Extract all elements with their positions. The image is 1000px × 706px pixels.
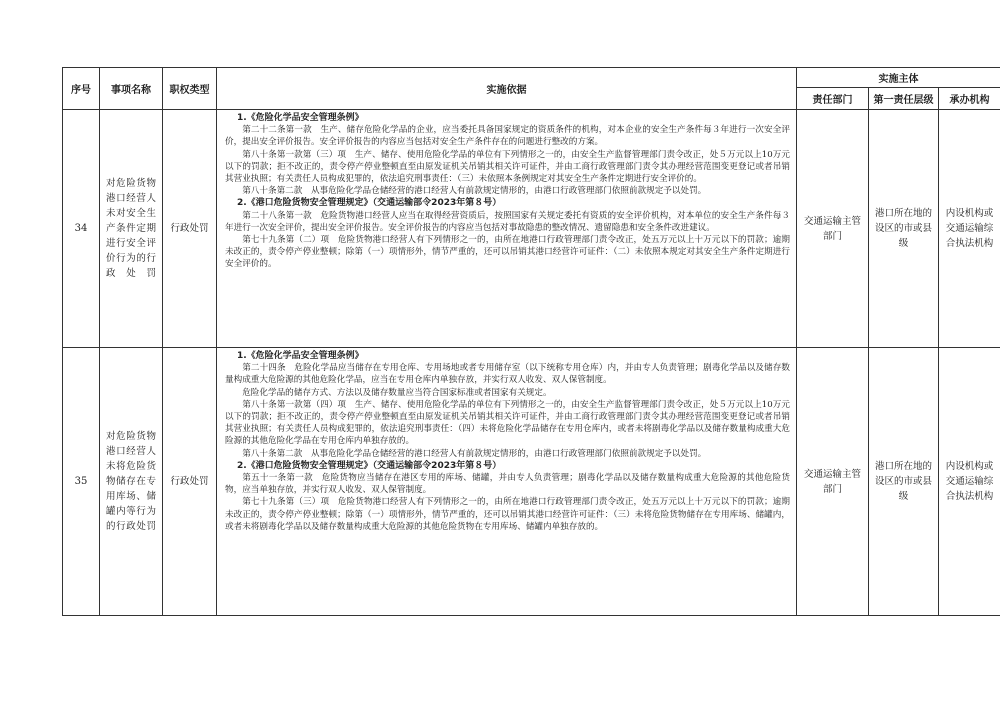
row-level: 港口所在地的设区的市或县级 <box>869 348 939 616</box>
basis-paragraph: 第八十条第二款 从事危险化学品仓储经营的港口经营人有前款规定情形的，由港口行政管理部门依照前款规定予以处罚。 <box>242 448 707 459</box>
row-power-type: 行政处罚 <box>163 348 217 616</box>
row-basis <box>217 110 797 348</box>
row-no: 35 <box>63 348 100 616</box>
basis-paragraph: 第二十二条第一款 生产、储存危险化学品的企业，应当委托具备国家规定的资质条件的机构，对本企业的安全生产条件每３年进行一次安全评价，提出安全评价报告。安全评价报告的内容应当包括对安全生产条件存在的问题进行整改的方案。 <box>225 125 790 148</box>
basis-law-title: 1.《危险化学品安全管理条例》 <box>237 113 364 123</box>
basis-paragraph: 第七十九条第（二）项 危险货物港口经营人有下列情形之一的，由所在地港口行政管理部门责令改正，处五万元以上十万元以下的罚款；逾期未改正的，责令停产停业整顿；除第（一）项情形外，情节严重的，还可以吊销其港口经营许可证件：（二）未依照本规定对其安全生产条件定期进行安全评价的。 <box>225 235 790 270</box>
header-level: 第一责任层级 <box>869 88 939 110</box>
basis-paragraph: 第五十一条第一款 危险货物应当储存在港区专用的库场、储罐，并由专人负责管理；剧毒化学品以及储存数量构成重大危险源的其他危险货物，应当单独存放，并实行双人收发、双人保管制度。 <box>225 473 790 496</box>
row-level: 港口所在地的设区的市或县级 <box>869 110 939 348</box>
row-dept: 交通运输主管部门 <box>797 348 869 616</box>
basis-paragraph: 危险化学品的储存方式、方法以及储存数量应当符合国家标准或者国家有关规定。 <box>242 387 552 398</box>
header-power-type: 职权类型 <box>163 68 217 110</box>
basis-law-title: 2.《港口危险货物安全管理规定》（交通运输部令2023年第８号） <box>237 460 502 471</box>
basis-paragraph: 第八十条第二款 从事危险化学品仓储经营的港口经营人有前款规定情形的，由港口行政管理部门依照前款规定予以处罚。 <box>242 186 707 197</box>
basis-paragraph: 第八十条第一款第（三）项 生产、储存、使用危险化学品的单位有下列情形之一的，由安全生产监督管理部门责令改正，处５万元以上10万元以下的罚款；拒不改正的，责令停产停业整顿直至由原发证机关吊销其相关许可证件，并由工商行政管理部门责令其办理经营范围变更登记或者吊销其营业执照；有关责任人员构成犯罪的，依法追究刑事责任：（三）未依照本条例规定对其安全生产条件定期进行安全评价的。 <box>225 149 790 185</box>
header-agency: 承办机构 <box>939 88 1000 110</box>
table-row <box>63 348 1000 616</box>
row-basis <box>217 348 797 616</box>
header-dept: 责任部门 <box>797 88 869 110</box>
basis-paragraph: 第二十四条 危险化学品应当储存在专用仓库、专用场地或者专用储存室（以下统称专用仓库）内，并由专人负责管理；剧毒化学品以及储存数量构成重大危险源的其他危险化学品，应当在专用仓库内单独存放，并实行双人收发、双人保管制度。 <box>225 363 790 386</box>
basis-paragraph: 第二十八条第一款 危险货物港口经营人应当在取得经营资质后，按照国家有关规定委托有资质的安全评价机构，对本单位的安全生产条件每３年进行一次安全评价，提出安全评价报告。安全评价报告的内容应当包括对事故隐患的整改情况、遗留隐患和安全条件改进建议。 <box>225 210 790 233</box>
header-item-name: 事项名称 <box>100 68 163 110</box>
row-no: 34 <box>63 110 100 348</box>
header-basis: 实施依据 <box>217 68 797 110</box>
row-dept: 交通运输主管部门 <box>797 110 869 348</box>
basis-paragraph: 第八十条第一款第（四）项 生产、储存、使用危险化学品的单位有下列情形之一的，由安全生产监督管理部门责令改正，处５万元以上10万元以下的罚款；拒不改正的，责令停产停业整顿直至由原发证机关吊销其相关许可证件，并由工商行政管理部门责令其办理经营范围变更登记或者吊销其营业执照；有关责任人员构成犯罪的，依法追究刑事责任：（四）未将危险化学品储存在专用仓库内，或者未将剧毒化学品以及储存数量构成重大危险源的其他危险化学品在专用仓库内单独存放的。 <box>225 399 790 447</box>
basis-paragraph: 第七十九条第（三）项 危险货物港口经营人有下列情形之一的，由所在地港口行政管理部门责令改正，处五万元以上十万元以下的罚款；逾期未改正的，责令停产停业整顿；除第（一）项情形外，情节严重的，还可以吊销其港口经营许可证件：（三）未将危险货物储存在专用库场、储罐内，或者未将剧毒化学品以及储存数量构成重大危险源的其他危险货物在专用库场、储罐内单独存放的。 <box>225 497 790 532</box>
row-item-name: 对危险货物港口经营人未将危险货物储存在专用库场、储罐内等行为的行政处罚 <box>100 348 163 616</box>
row-item-name: 对危险货物港口经营人未对安全生产条件定期进行安全评价行为的行政处罚 <box>100 110 163 348</box>
row-agency: 内设机构或交通运输综合执法机构 <box>939 110 1000 348</box>
header-subject: 实施主体 <box>797 68 1000 88</box>
basis-law-title: 1.《危险化学品安全管理条例》 <box>237 351 364 361</box>
enforcement-table <box>62 67 1000 616</box>
row-agency: 内设机构或交通运输综合执法机构 <box>939 348 1000 616</box>
header-no: 序号 <box>63 68 100 110</box>
basis-law-title: 2.《港口危险货物安全管理规定》（交通运输部令2023年第８号） <box>237 198 502 209</box>
row-power-type: 行政处罚 <box>163 110 217 348</box>
table-row <box>63 110 1000 348</box>
